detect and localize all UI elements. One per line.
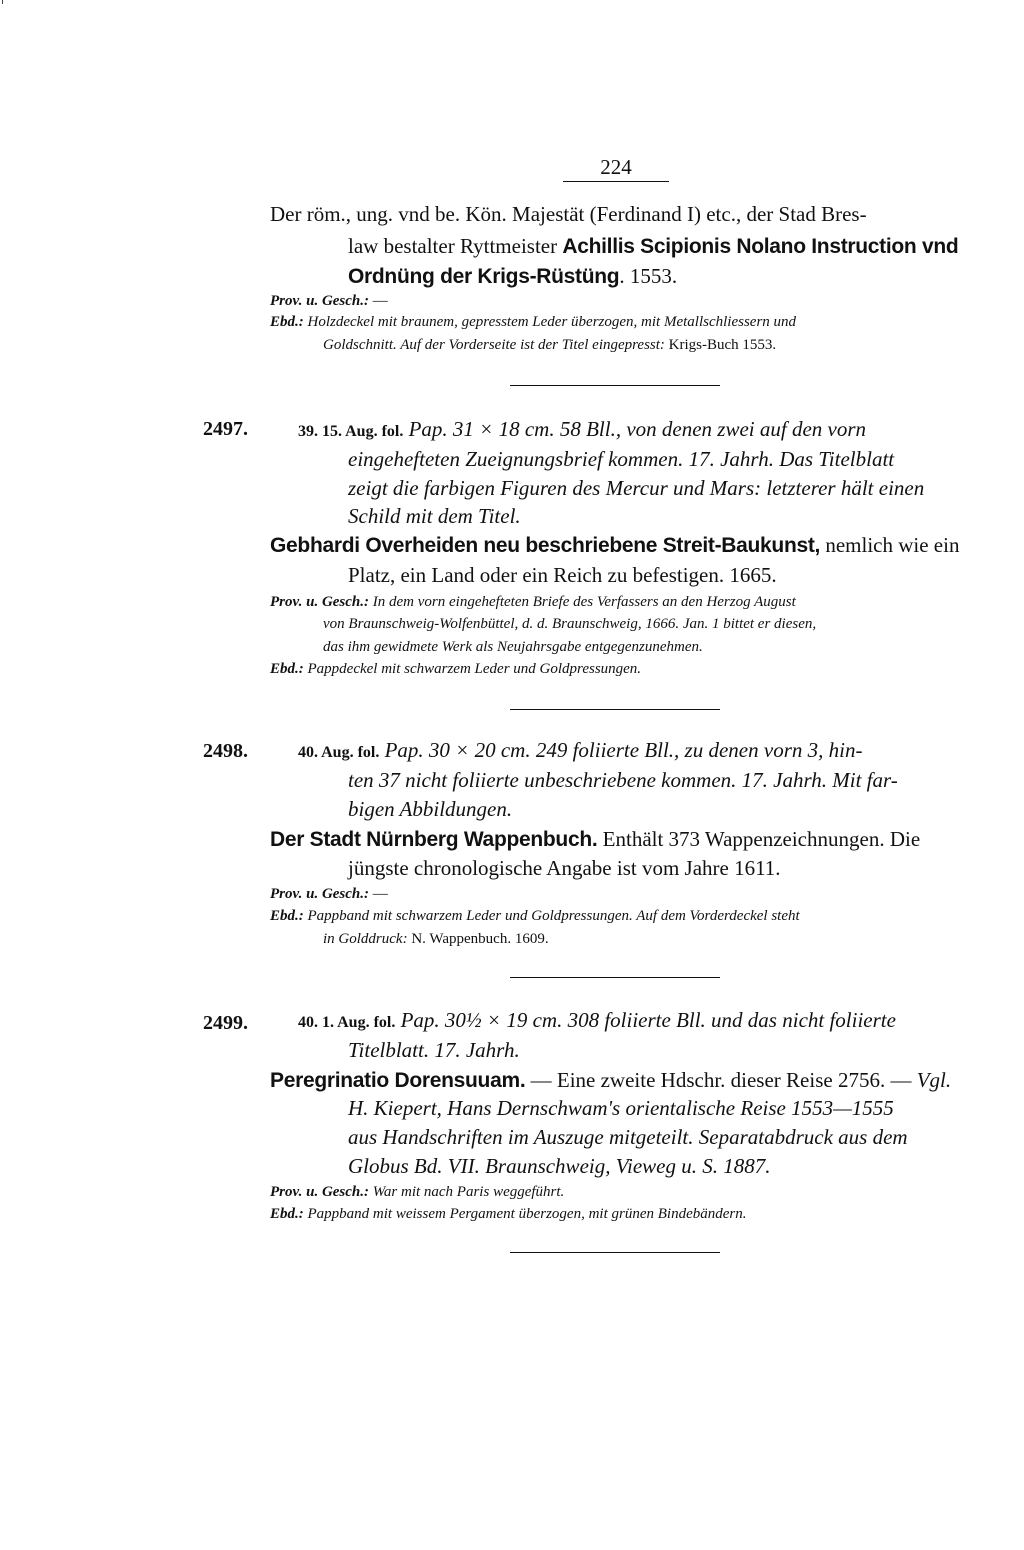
reference-line: Globus Bd. VII. Braunschweig, Vieweg u. S. 1887. — [348, 1154, 771, 1178]
page-number-rule — [563, 181, 669, 182]
section-divider — [510, 977, 720, 978]
entry-title-line: jüngste chronologische Angabe ist vom Jahre 1611. — [348, 856, 781, 880]
entry-description-line: bigen Abbildungen. — [348, 797, 513, 821]
section-divider — [510, 709, 720, 710]
binding-note: Ebd.: Holzdeckel mit braunem, gepresstem Leder überzogen, mit Metallschliessern und — [270, 314, 797, 330]
binding-note-cont: in Golddruck: N. Wappenbuch. 1609. — [323, 931, 549, 947]
entry-description-line: Schild mit dem Titel. — [348, 504, 521, 528]
entry-number: 2498. — [203, 740, 248, 762]
entry-description-line: 39. 15. Aug. fol. Pap. 31 × 18 cm. 58 Bll., von denen zwei auf den vorn — [298, 417, 867, 441]
entry-title-line: Der Stadt Nürnberg Wappenbuch. Enthält 373 Wappenzeichnungen. Die — [270, 827, 921, 851]
entry-number: 2497. — [203, 418, 248, 440]
entry-description-line: 40. Aug. fol. Pap. 30 × 20 cm. 249 foliierte Bll., zu denen vorn 3, hin- — [298, 738, 863, 762]
binding-note: Ebd.: Pappband mit schwarzem Leder und Goldpressungen. Auf dem Vorderdeckel steht — [270, 908, 800, 924]
page-number: 224 — [600, 155, 632, 179]
scan-mark — [2, 0, 3, 4]
provenance-note: Prov. u. Gesch.: — — [270, 886, 388, 902]
entry-title-line: Gebhardi Overheiden neu beschriebene Streit-Baukunst, nemlich wie ein — [270, 533, 960, 557]
provenance-note-cont: von Braunschweig-Wolfenbüttel, d. d. Braunschweig, 1666. Jan. 1 bittet er diesen, — [323, 616, 817, 632]
section-divider — [510, 385, 720, 386]
provenance-note: Prov. u. Gesch.: In dem vorn eingehefteten Briefe des Verfassers an den Herzog August — [270, 594, 796, 610]
entry-number: 2499. — [203, 1012, 248, 1034]
entry-title-line: Der röm., ung. vnd be. Kön. Majestät (Ferdinand I) etc., der Stad Bres- — [270, 202, 867, 226]
entry-description-line: zeigt die farbigen Figuren des Mercur und Mars: letzterer hält einen — [348, 476, 925, 500]
section-divider — [510, 1252, 720, 1253]
entry-description-line: Titelblatt. 17. Jahrh. — [348, 1038, 520, 1062]
reference-line: H. Kiepert, Hans Dernschwam's orientalische Reise 1553—1555 — [348, 1096, 894, 1120]
binding-note: Ebd.: Pappband mit weissem Pergament überzogen, mit grünen Bindebändern. — [270, 1206, 747, 1222]
binding-note: Ebd.: Pappdeckel mit schwarzem Leder und Goldpressungen. — [270, 661, 642, 677]
entry-title-line: Peregrinatio Dorensuuam. — Eine zweite Hdschr. dieser Reise 2756. — Vgl. — [270, 1068, 952, 1092]
entry-title-line: Ordnüng der Krigs-Rüstüng. 1553. — [348, 264, 678, 288]
reference-line: aus Handschriften im Auszuge mitgeteilt. Separatabdruck aus dem — [348, 1125, 908, 1149]
provenance-note-cont: das ihm gewidmete Werk als Neujahrsgabe entgegenzunehmen. — [323, 639, 703, 655]
provenance-note: Prov. u. Gesch.: — — [270, 293, 388, 309]
provenance-note: Prov. u. Gesch.: War mit nach Paris weggeführt. — [270, 1184, 565, 1200]
binding-note-cont: Goldschnitt. Auf der Vorderseite ist der Titel eingepresst: Krigs-Buch 1553. — [323, 337, 777, 353]
entry-description-line: ten 37 nicht foliierte unbeschriebene kommen. 17. Jahrh. Mit far- — [348, 768, 898, 792]
entry-title-line: law bestalter Ryttmeister Achillis Scipionis Nolano Instruction vnd — [348, 234, 959, 258]
entry-description-line: 40. 1. Aug. fol. Pap. 30½ × 19 cm. 308 foliierte Bll. und das nicht foliierte — [298, 1008, 896, 1032]
entry-title-line: Platz, ein Land oder ein Reich zu befestigen. 1665. — [348, 563, 777, 587]
entry-description-line: eingehefteten Zueignungsbrief kommen. 17. Jahrh. Das Titelblatt — [348, 447, 895, 471]
